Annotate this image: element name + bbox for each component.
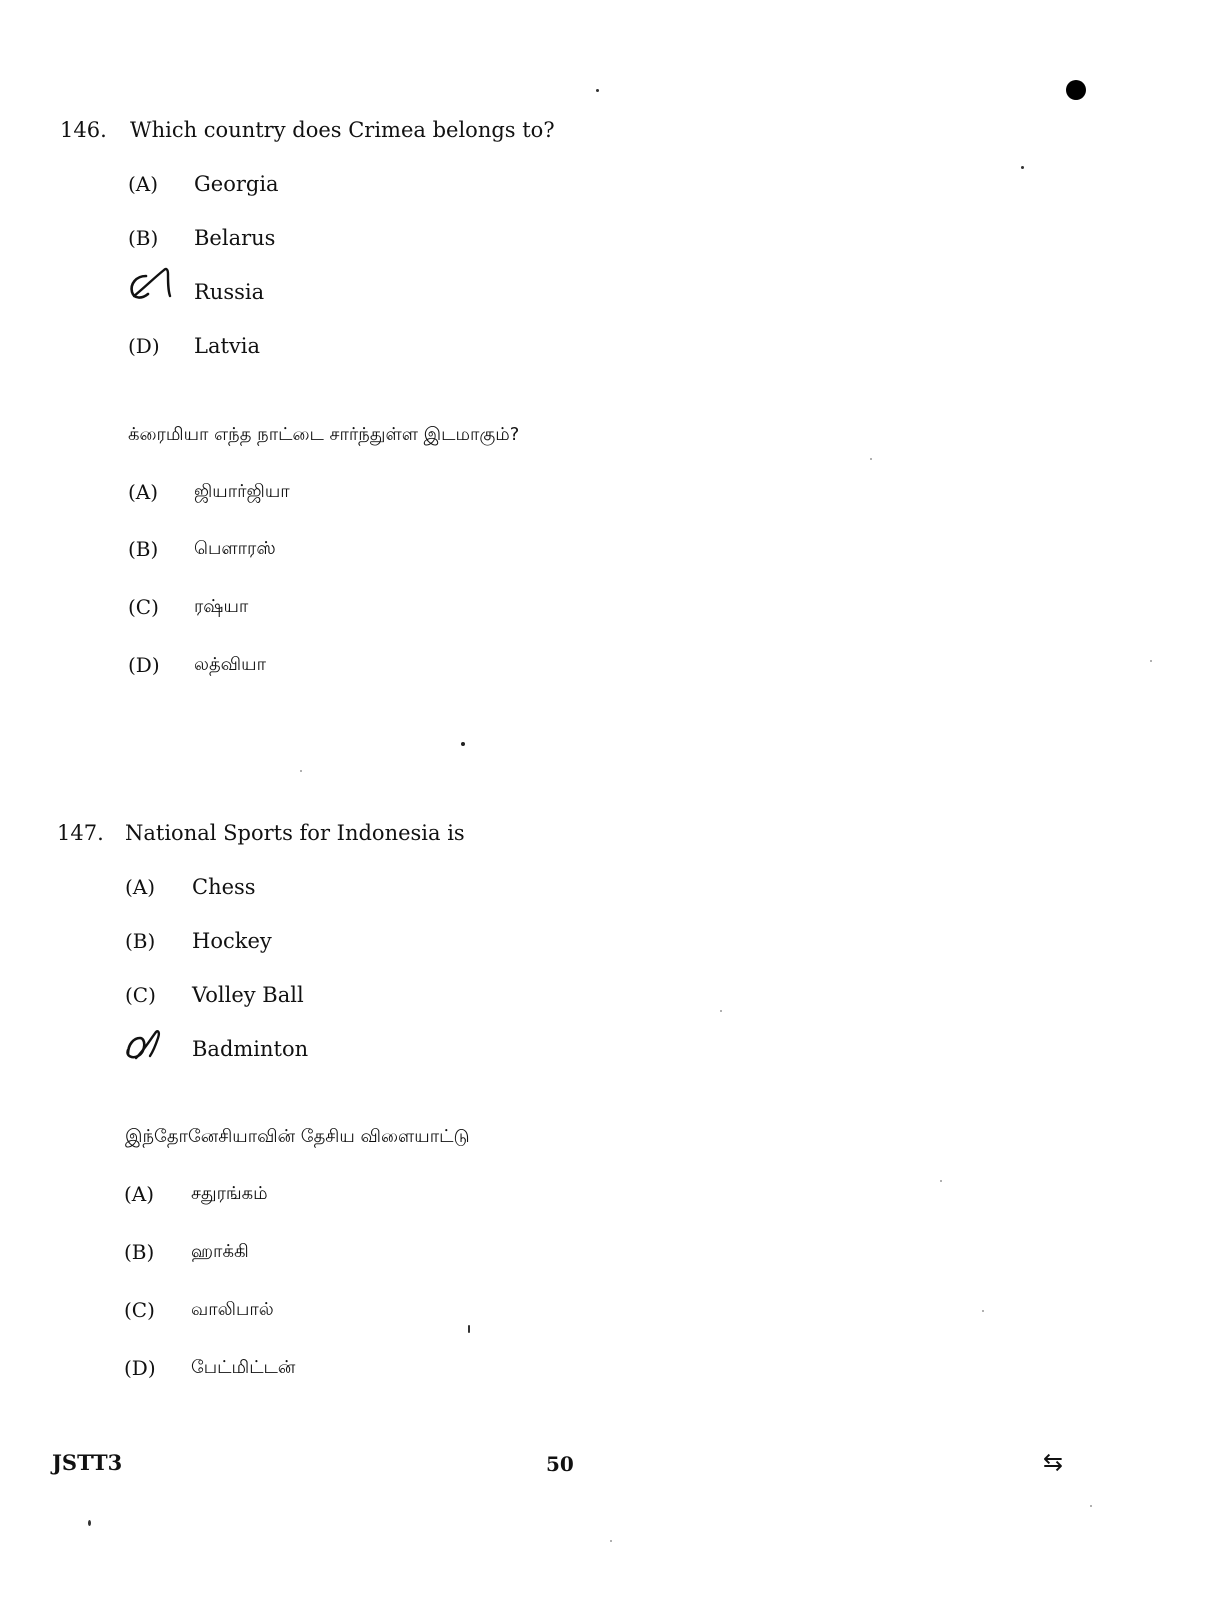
option-label: (A) <box>128 480 159 504</box>
option-text-tamil: பெளாரஸ் <box>194 538 276 559</box>
option-label: (B) <box>124 1240 155 1264</box>
question-text-tamil: க்ரைமியா எந்த நாட்டை சார்ந்துள்ள இடமாகும்? <box>128 424 520 445</box>
option-text: Belarus <box>194 226 276 250</box>
option-text: Russia <box>194 280 265 304</box>
option-text: Hockey <box>192 929 272 953</box>
option-text-tamil: ரஷ்யா <box>194 596 249 617</box>
option-text: Chess <box>192 875 256 899</box>
speck <box>1021 166 1024 169</box>
option-label: (A) <box>128 172 159 196</box>
handwritten-answer-mark <box>124 266 176 306</box>
option-text-tamil: ஜியார்ஜியா <box>194 481 290 502</box>
footer-code: JSTT3 <box>52 1450 123 1475</box>
option-label: (A) <box>125 875 156 899</box>
speck <box>596 89 599 92</box>
option-text-tamil: பேட்மிட்டன் <box>191 1357 296 1378</box>
option-label: (C) <box>128 595 159 619</box>
option-label: (D) <box>124 1356 156 1380</box>
speck <box>88 1520 91 1526</box>
option-label: (A) <box>124 1182 155 1206</box>
speck <box>720 1010 722 1012</box>
option-label: (C) <box>125 983 156 1007</box>
question-text: Which country does Crimea belongs to? <box>130 118 555 142</box>
option-text: Latvia <box>194 334 261 358</box>
speck <box>940 1180 942 1182</box>
speck <box>1150 660 1152 662</box>
speck <box>468 1325 470 1333</box>
speck <box>610 1540 612 1542</box>
page-turn-icon: ⇆ <box>1043 1448 1064 1476</box>
speck <box>300 770 302 772</box>
option-text: Georgia <box>194 172 279 196</box>
speck <box>982 1310 984 1312</box>
option-label: (C) <box>124 1298 155 1322</box>
speck <box>461 742 465 746</box>
option-text-tamil: ஹாக்கி <box>191 1241 249 1262</box>
option-text-tamil: லத்வியா <box>194 654 266 675</box>
question-number: 147. <box>57 821 104 845</box>
handwritten-answer-mark <box>120 1026 170 1066</box>
option-label: (D) <box>128 653 160 677</box>
question-text: National Sports for Indonesia is <box>125 821 465 845</box>
question-number: 146. <box>60 118 107 142</box>
option-label: (B) <box>125 929 156 953</box>
page-number: 50 <box>546 1452 574 1476</box>
ink-blot-icon <box>1066 80 1086 100</box>
option-text: Volley Ball <box>192 983 304 1007</box>
option-text: Badminton <box>192 1037 309 1061</box>
option-label: (B) <box>128 226 159 250</box>
option-label: (D) <box>128 334 160 358</box>
question-text-tamil: இந்தோனேசியாவின் தேசிய விளையாட்டு <box>125 1126 470 1147</box>
option-text-tamil: வாலிபால் <box>191 1299 274 1320</box>
option-label: (B) <box>128 537 159 561</box>
speck <box>870 458 872 460</box>
speck <box>1090 1505 1092 1507</box>
option-text-tamil: சதுரங்கம் <box>191 1183 268 1204</box>
